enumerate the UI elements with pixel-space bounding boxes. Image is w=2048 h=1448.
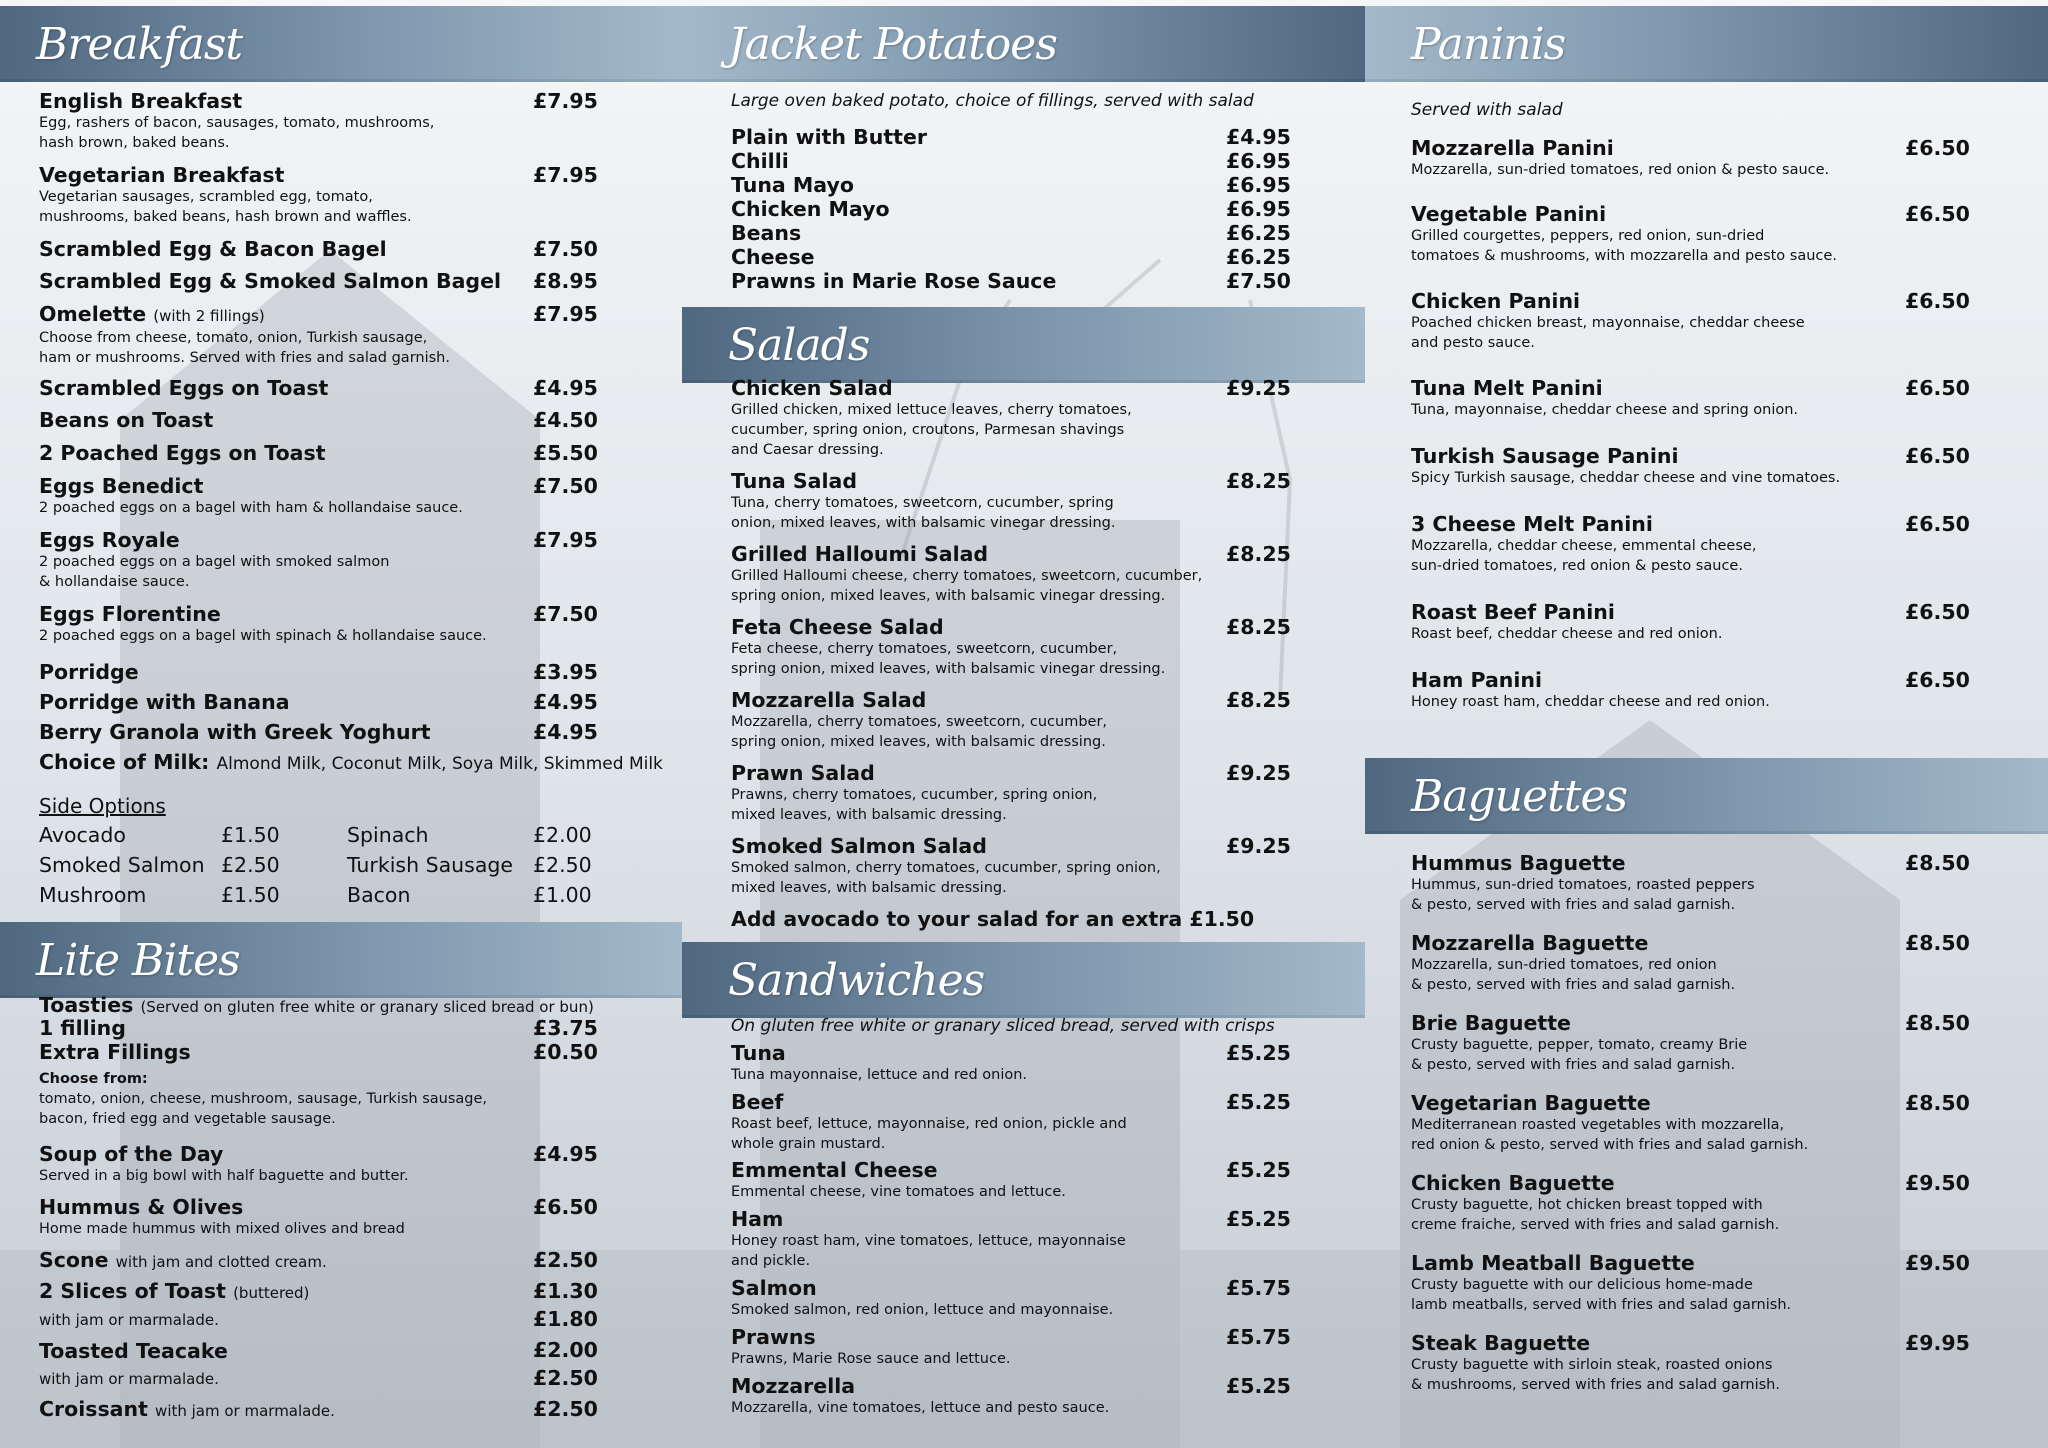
menu-item-name: Lamb Meatball Baguette bbox=[1411, 1251, 1695, 1275]
menu-item bbox=[731, 376, 1291, 460]
menu-item-description: and pesto sauce. bbox=[1411, 335, 1535, 351]
teacake-price: £2.00 bbox=[533, 1338, 598, 1362]
menu-item-description: Honey roast ham, vine tomatoes, lettuce, mayonnaise bbox=[731, 1233, 1126, 1249]
toasties-title: Toasties (Served on gluten free white or granary sliced bread or bun) bbox=[39, 993, 594, 1017]
menu-item-name: Tuna bbox=[731, 1041, 786, 1065]
menu-item-price: £9.50 bbox=[1905, 1171, 1970, 1195]
menu-item-name: Porridge bbox=[39, 660, 139, 684]
menu-item bbox=[39, 408, 598, 432]
menu-item-name: Vegetarian Breakfast bbox=[39, 163, 285, 187]
toast-line: 2 Slices of Toast (buttered) bbox=[39, 1279, 310, 1303]
side-option-price: £2.50 bbox=[533, 853, 592, 877]
menu-item-name: Hummus Baguette bbox=[1411, 851, 1626, 875]
menu-item-name: Mozzarella Baguette bbox=[1411, 931, 1649, 955]
column-left bbox=[0, 0, 682, 1448]
menu-item-price: £7.50 bbox=[533, 602, 598, 626]
menu-item-description: Spicy Turkish sausage, cheddar cheese and vine tomatoes. bbox=[1411, 470, 1841, 486]
menu-item-description: Crusty baguette with sirloin steak, roasted onions bbox=[1411, 1357, 1773, 1373]
menu-item bbox=[731, 469, 1291, 533]
menu-item bbox=[39, 660, 598, 684]
one-filling-price: £3.75 bbox=[533, 1016, 598, 1040]
menu-item-price: £7.95 bbox=[533, 302, 598, 326]
menu-item-price: £5.25 bbox=[1226, 1374, 1291, 1398]
menu-item-price: £6.50 bbox=[1905, 289, 1970, 313]
menu-item bbox=[731, 173, 1291, 197]
teacake-name: Toasted Teacake bbox=[39, 1339, 228, 1363]
menu-item-name: Ham Panini bbox=[1411, 668, 1543, 692]
menu-item bbox=[1411, 931, 1970, 995]
menu-item-name: Tuna Salad bbox=[731, 469, 858, 493]
menu-item-description: 2 poached eggs on a bagel with smoked salmon bbox=[39, 554, 390, 570]
menu-item-description: mushrooms, baked beans, hash brown and waffles. bbox=[39, 209, 412, 225]
teacake-jam-label: with jam or marmalade. bbox=[39, 1370, 219, 1388]
scone-line: Scone with jam and clotted cream. bbox=[39, 1248, 327, 1272]
menu-item-description: Roast beef, lettuce, mayonnaise, red onion, pickle and bbox=[731, 1116, 1127, 1132]
menu-item-name: Smoked Salmon Salad bbox=[731, 834, 987, 858]
menu-item-price: £4.95 bbox=[533, 720, 598, 744]
menu-item-price: £8.50 bbox=[1905, 1091, 1970, 1115]
croissant-line: Croissant with jam or marmalade. bbox=[39, 1397, 335, 1421]
menu-item-description: Mozzarella, cheddar cheese, emmental cheese, bbox=[1411, 538, 1757, 554]
menu-item-name: Turkish Sausage Panini bbox=[1411, 444, 1679, 468]
menu-item-name: Porridge with Banana bbox=[39, 690, 290, 714]
menu-item-description: spring onion, mixed leaves, with balsamic dressing. bbox=[731, 734, 1106, 750]
menu-item bbox=[731, 1090, 1291, 1154]
menu-item-price: £6.95 bbox=[1226, 149, 1291, 173]
salads-heading: Salads bbox=[728, 319, 870, 371]
menu-item-name: Beans bbox=[731, 221, 802, 245]
menu-item bbox=[39, 602, 598, 646]
menu-item-description: and Caesar dressing. bbox=[731, 442, 884, 458]
menu-item-price: £6.95 bbox=[1226, 173, 1291, 197]
teacake-jam-price: £2.50 bbox=[533, 1366, 598, 1390]
menu-item-description: Grilled Halloumi cheese, cherry tomatoes, sweetcorn, cucumber, bbox=[731, 568, 1203, 584]
menu-item-description: hash brown, baked beans. bbox=[39, 135, 230, 151]
menu-item bbox=[731, 269, 1291, 293]
menu-item-description: & pesto, served with fries and salad garnish. bbox=[1411, 897, 1736, 913]
menu-item-description: Tuna mayonnaise, lettuce and red onion. bbox=[731, 1067, 1028, 1083]
menu-item-price: £8.50 bbox=[1905, 1011, 1970, 1035]
menu-item-description: Crusty baguette, hot chicken breast topped with bbox=[1411, 1197, 1763, 1213]
choose-from-label: Choose from: bbox=[39, 1071, 148, 1087]
menu-item bbox=[39, 376, 598, 400]
menu-item bbox=[39, 89, 598, 153]
side-option-price: £2.50 bbox=[221, 853, 280, 877]
column-right bbox=[1365, 0, 2048, 1448]
side-option-name: Smoked Salmon bbox=[39, 853, 205, 877]
menu-item-description: & pesto, served with fries and salad garnish. bbox=[1411, 1057, 1736, 1073]
menu-item bbox=[1411, 668, 1970, 712]
menu-item-description: cucumber, spring onion, croutons, Parmesan shavings bbox=[731, 422, 1125, 438]
menu-item-name: Chicken Mayo bbox=[731, 197, 890, 221]
menu-item-name: Beans on Toast bbox=[39, 408, 214, 432]
menu-item bbox=[731, 834, 1291, 898]
toast-jam-label: with jam or marmalade. bbox=[39, 1311, 219, 1329]
menu-item-name: Tuna Mayo bbox=[731, 173, 854, 197]
scone-price: £2.50 bbox=[533, 1248, 598, 1272]
menu-item-name: 3 Cheese Melt Panini bbox=[1411, 512, 1653, 536]
menu-item-name: Salmon bbox=[731, 1276, 817, 1300]
menu-item-price: £9.95 bbox=[1905, 1331, 1970, 1355]
menu-item-description: Egg, rashers of bacon, sausages, tomato, mushrooms, bbox=[39, 115, 435, 131]
menu-item bbox=[39, 528, 598, 592]
menu-item-name: Omelette (with 2 fillings) bbox=[39, 302, 265, 326]
menu-item-description: Poached chicken breast, mayonnaise, cheddar cheese bbox=[1411, 315, 1805, 331]
menu-item bbox=[39, 441, 598, 465]
menu-item-price: £7.95 bbox=[533, 163, 598, 187]
side-option-price: £1.50 bbox=[221, 823, 280, 847]
menu-item-name: Brie Baguette bbox=[1411, 1011, 1571, 1035]
side-option-price: £2.00 bbox=[533, 823, 592, 847]
menu-item bbox=[731, 761, 1291, 825]
menu-item-name: Beef bbox=[731, 1090, 784, 1114]
section-header-breakfast bbox=[0, 6, 682, 82]
side-option-name: Spinach bbox=[347, 823, 429, 847]
menu-item bbox=[1411, 1011, 1970, 1075]
menu-item bbox=[731, 542, 1291, 606]
section-header-paninis bbox=[1365, 6, 2048, 82]
toast-jam-price: £1.80 bbox=[533, 1307, 598, 1331]
hummus-olives-desc: Home made hummus with mixed olives and bread bbox=[39, 1221, 405, 1237]
menu-item-price: £6.50 bbox=[1905, 136, 1970, 160]
menu-item-description: Tuna, mayonnaise, cheddar cheese and spring onion. bbox=[1411, 402, 1799, 418]
milk-choice: Choice of Milk: Almond Milk, Coconut Milk, Soya Milk, Skimmed Milk bbox=[39, 750, 663, 774]
menu-item-description: spring onion, mixed leaves, with balsamic vinegar dressing. bbox=[731, 661, 1166, 677]
menu-item-name: Roast Beef Panini bbox=[1411, 600, 1615, 624]
menu-item bbox=[1411, 1091, 1970, 1155]
menu-item-name: Vegetable Panini bbox=[1411, 202, 1607, 226]
extra-fillings-price: £0.50 bbox=[533, 1040, 598, 1064]
menu-item-price: £8.50 bbox=[1905, 851, 1970, 875]
menu-item-name: Emmental Cheese bbox=[731, 1158, 938, 1182]
menu-item-price: £5.75 bbox=[1226, 1325, 1291, 1349]
baguettes-heading: Baguettes bbox=[1411, 770, 1628, 822]
menu-item-description: Mozzarella, cherry tomatoes, sweetcorn, cucumber, bbox=[731, 714, 1108, 730]
menu-item-description: & pesto, served with fries and salad garnish. bbox=[1411, 977, 1736, 993]
menu-item-description: Hummus, sun-dried tomatoes, roasted peppers bbox=[1411, 877, 1755, 893]
croissant-price: £2.50 bbox=[533, 1397, 598, 1421]
jacket-potatoes-heading: Jacket Potatoes bbox=[728, 18, 1057, 70]
menu-item-name: Mozzarella bbox=[731, 1374, 856, 1398]
menu-item bbox=[1411, 289, 1970, 353]
side-option-name: Avocado bbox=[39, 823, 126, 847]
menu-item-price: £6.25 bbox=[1226, 221, 1291, 245]
side-option-price: £1.00 bbox=[533, 883, 592, 907]
jacket-note: Large oven baked potato, choice of fillings, served with salad bbox=[731, 91, 1254, 111]
menu-item bbox=[39, 690, 598, 714]
menu-item-price: £5.25 bbox=[1226, 1158, 1291, 1182]
menu-item bbox=[1411, 444, 1970, 488]
menu-item bbox=[731, 221, 1291, 245]
side-options-title: Side Options bbox=[39, 794, 166, 818]
menu-item-price: £9.25 bbox=[1226, 761, 1291, 785]
menu-item-description: Feta cheese, cherry tomatoes, sweetcorn, cucumber, bbox=[731, 641, 1118, 657]
menu-item-description: Crusty baguette with our delicious home-made bbox=[1411, 1277, 1753, 1293]
menu-item-name: Chicken Baguette bbox=[1411, 1171, 1615, 1195]
paninis-heading: Paninis bbox=[1411, 18, 1566, 70]
menu-item-price: £4.95 bbox=[533, 690, 598, 714]
menu-item bbox=[731, 688, 1291, 752]
menu-item bbox=[731, 1276, 1291, 1320]
menu-item-name: Feta Cheese Salad bbox=[731, 615, 944, 639]
menu-item-description: creme fraiche, served with fries and salad garnish. bbox=[1411, 1217, 1780, 1233]
hummus-olives-price: £6.50 bbox=[533, 1195, 598, 1219]
menu-item-price: £9.25 bbox=[1226, 834, 1291, 858]
menu-item-description: red onion & pesto, served with fries and salad garnish. bbox=[1411, 1137, 1809, 1153]
choose-from-desc-2: bacon, fried egg and vegetable sausage. bbox=[39, 1111, 336, 1127]
menu-item bbox=[39, 163, 598, 227]
side-option-name: Bacon bbox=[347, 883, 411, 907]
menu-item-name: Eggs Florentine bbox=[39, 602, 221, 626]
menu-item bbox=[1411, 1251, 1970, 1315]
menu-item-description: mixed leaves, with balsamic dressing. bbox=[731, 807, 1007, 823]
menu-item-name: Plain with Butter bbox=[731, 125, 927, 149]
menu-item-price: £5.50 bbox=[533, 441, 598, 465]
menu-item-price: £7.50 bbox=[1226, 269, 1291, 293]
menu-item bbox=[1411, 851, 1970, 915]
menu-item-price: £9.25 bbox=[1226, 376, 1291, 400]
section-header-salads bbox=[682, 307, 1365, 383]
menu-item-description: Prawns, Marie Rose sauce and lettuce. bbox=[731, 1351, 1011, 1367]
menu-item-description: Crusty baguette, pepper, tomato, creamy Brie bbox=[1411, 1037, 1748, 1053]
menu-item-description: 2 poached eggs on a bagel with spinach & hollandaise sauce. bbox=[39, 628, 487, 644]
extra-fillings-label: Extra Fillings bbox=[39, 1040, 191, 1064]
menu-item-price: £6.50 bbox=[1905, 202, 1970, 226]
menu-item-name: Vegetarian Baguette bbox=[1411, 1091, 1651, 1115]
section-header-jacket-potatoes bbox=[682, 6, 1365, 82]
menu-item-description: Grilled courgettes, peppers, red onion, sun-dried bbox=[1411, 228, 1765, 244]
menu-item-name: Cheese bbox=[731, 245, 815, 269]
menu-item bbox=[731, 197, 1291, 221]
menu-item-name: Eggs Royale bbox=[39, 528, 180, 552]
menu-item-description: Roast beef, cheddar cheese and red onion. bbox=[1411, 626, 1723, 642]
menu-item-description: lamb meatballs, served with fries and salad garnish. bbox=[1411, 1297, 1792, 1313]
menu-item-name: Eggs Benedict bbox=[39, 474, 204, 498]
menu-item bbox=[731, 1158, 1291, 1202]
menu-item bbox=[731, 125, 1291, 149]
breakfast-heading: Breakfast bbox=[36, 18, 243, 70]
menu-item-name: Ham bbox=[731, 1207, 784, 1231]
menu-item bbox=[731, 149, 1291, 173]
menu-item-name: Prawn Salad bbox=[731, 761, 875, 785]
menu-item-name: Chilli bbox=[731, 149, 789, 173]
menu-item-description: and pickle. bbox=[731, 1253, 811, 1269]
menu-item-price: £5.75 bbox=[1226, 1276, 1291, 1300]
section-header-baguettes bbox=[1365, 758, 2048, 834]
menu-item-description: tomatoes & mushrooms, with mozzarella and pesto sauce. bbox=[1411, 248, 1837, 264]
soup-desc: Served in a big bowl with half baguette and butter. bbox=[39, 1168, 409, 1184]
menu-item-description: ham or mushrooms. Served with fries and salad garnish. bbox=[39, 350, 450, 366]
menu-item-price: £6.50 bbox=[1905, 376, 1970, 400]
menu-item bbox=[1411, 1331, 1970, 1395]
side-option-name: Turkish Sausage bbox=[347, 853, 514, 877]
menu-item-name: Tuna Melt Panini bbox=[1411, 376, 1603, 400]
menu-item-name: Prawns bbox=[731, 1325, 816, 1349]
side-option-name: Mushroom bbox=[39, 883, 147, 907]
paninis-note: Served with salad bbox=[1411, 100, 1563, 120]
menu-item bbox=[731, 1207, 1291, 1271]
menu-item-name: Mozzarella Salad bbox=[731, 688, 927, 712]
menu-item bbox=[39, 474, 598, 518]
menu-item bbox=[1411, 1171, 1970, 1235]
menu-item-name: Berry Granola with Greek Yoghurt bbox=[39, 720, 431, 744]
menu-item-description: 2 poached eggs on a bagel with ham & hollandaise sauce. bbox=[39, 500, 463, 516]
menu-item-name: Scrambled Eggs on Toast bbox=[39, 376, 329, 400]
menu-item-name: English Breakfast bbox=[39, 89, 243, 113]
section-header-lite-bites bbox=[0, 922, 682, 998]
menu-item-price: £8.95 bbox=[533, 269, 598, 293]
menu-item-price: £5.25 bbox=[1226, 1041, 1291, 1065]
menu-item-description: Honey roast ham, cheddar cheese and red onion. bbox=[1411, 694, 1770, 710]
menu-item-price: £7.50 bbox=[533, 237, 598, 261]
menu-item-price: £4.95 bbox=[1226, 125, 1291, 149]
menu-item-description: Mediterranean roasted vegetables with mozzarella, bbox=[1411, 1117, 1785, 1133]
menu-item-description: & hollandaise sauce. bbox=[39, 574, 190, 590]
sandwiches-note: On gluten free white or granary sliced bread, served with crisps bbox=[731, 1016, 1275, 1036]
menu-item-description: whole grain mustard. bbox=[731, 1136, 886, 1152]
side-option-price: £1.50 bbox=[221, 883, 280, 907]
menu-item-price: £4.95 bbox=[533, 376, 598, 400]
menu-item-description: & mushrooms, served with fries and salad garnish. bbox=[1411, 1377, 1780, 1393]
menu-item bbox=[1411, 136, 1970, 180]
one-filling-label: 1 filling bbox=[39, 1016, 126, 1040]
menu-item bbox=[39, 237, 598, 261]
menu-item-price: £6.50 bbox=[1905, 600, 1970, 624]
menu-item-price: £6.50 bbox=[1905, 512, 1970, 536]
menu-item-description: spring onion, mixed leaves, with balsamic vinegar dressing. bbox=[731, 588, 1166, 604]
menu-item-price: £8.50 bbox=[1905, 931, 1970, 955]
hummus-olives-name: Hummus & Olives bbox=[39, 1195, 244, 1219]
menu-item-price: £5.25 bbox=[1226, 1090, 1291, 1114]
menu-item bbox=[731, 1374, 1291, 1418]
menu-item bbox=[39, 302, 598, 368]
lite-bites-heading: Lite Bites bbox=[36, 934, 240, 986]
menu-item-price: £4.50 bbox=[533, 408, 598, 432]
menu-item bbox=[1411, 512, 1970, 576]
menu-item-description: Grilled chicken, mixed lettuce leaves, cherry tomatoes, bbox=[731, 402, 1132, 418]
menu-item-description: Emmental cheese, vine tomatoes and lettuce. bbox=[731, 1184, 1066, 1200]
menu-item-description: Mozzarella, sun-dried tomatoes, red onion & pesto sauce. bbox=[1411, 162, 1830, 178]
menu-item-name: Scrambled Egg & Smoked Salmon Bagel bbox=[39, 269, 502, 293]
menu-item-name: Mozzarella Panini bbox=[1411, 136, 1614, 160]
menu-item-price: £7.50 bbox=[533, 474, 598, 498]
menu-item-description: Choose from cheese, tomato, onion, Turkish sausage, bbox=[39, 330, 428, 346]
menu-item-price: £7.95 bbox=[533, 528, 598, 552]
menu-item-price: £6.25 bbox=[1226, 245, 1291, 269]
menu-item-description: mixed leaves, with balsamic dressing. bbox=[731, 880, 1007, 896]
sandwiches-heading: Sandwiches bbox=[728, 954, 985, 1006]
menu-item-description: Mozzarella, sun-dried tomatoes, red onion bbox=[1411, 957, 1717, 973]
menu-item bbox=[731, 1041, 1291, 1085]
menu-item bbox=[1411, 202, 1970, 266]
menu-item-description: Smoked salmon, cherry tomatoes, cucumber, spring onion, bbox=[731, 860, 1161, 876]
menu-item-description: Prawns, cherry tomatoes, cucumber, spring onion, bbox=[731, 787, 1098, 803]
menu-item-description: Vegetarian sausages, scrambled egg, tomato, bbox=[39, 189, 373, 205]
menu-item-price: £6.95 bbox=[1226, 197, 1291, 221]
soup-price: £4.95 bbox=[533, 1142, 598, 1166]
section-header-sandwiches bbox=[682, 942, 1365, 1018]
menu-item-price: £7.95 bbox=[533, 89, 598, 113]
menu-item-description: sun-dried tomatoes, red onion & pesto sauce. bbox=[1411, 558, 1743, 574]
soup-name: Soup of the Day bbox=[39, 1142, 224, 1166]
menu-item-name: Chicken Panini bbox=[1411, 289, 1581, 313]
menu-item-name: Prawns in Marie Rose Sauce bbox=[731, 269, 1057, 293]
menu-item bbox=[731, 615, 1291, 679]
menu-item bbox=[1411, 600, 1970, 644]
menu-item-name: Steak Baguette bbox=[1411, 1331, 1591, 1355]
menu-item-description: Smoked salmon, red onion, lettuce and mayonnaise. bbox=[731, 1302, 1114, 1318]
menu-item-name: Scrambled Egg & Bacon Bagel bbox=[39, 237, 387, 261]
menu-item-description: onion, mixed leaves, with balsamic vinegar dressing. bbox=[731, 515, 1116, 531]
menu-item-price: £3.95 bbox=[533, 660, 598, 684]
menu-item-price: £8.25 bbox=[1226, 688, 1291, 712]
menu-item-description: Mozzarella, vine tomatoes, lettuce and pesto sauce. bbox=[731, 1400, 1110, 1416]
menu-item-price: £6.50 bbox=[1905, 444, 1970, 468]
menu-item-price: £6.50 bbox=[1905, 668, 1970, 692]
menu-item-sub: (with 2 fillings) bbox=[153, 307, 265, 325]
menu-item-name: Chicken Salad bbox=[731, 376, 893, 400]
column-middle bbox=[682, 0, 1365, 1448]
menu-item-price: £8.25 bbox=[1226, 469, 1291, 493]
menu-item bbox=[39, 269, 598, 293]
menu-item bbox=[731, 245, 1291, 269]
menu-item-price: £8.25 bbox=[1226, 615, 1291, 639]
menu-item bbox=[39, 720, 598, 744]
menu-item-name: Grilled Halloumi Salad bbox=[731, 542, 989, 566]
menu-item-name: 2 Poached Eggs on Toast bbox=[39, 441, 326, 465]
choose-from-desc-1: tomato, onion, cheese, mushroom, sausage, Turkish sausage, bbox=[39, 1091, 487, 1107]
menu-item-price: £9.50 bbox=[1905, 1251, 1970, 1275]
toast-price: £1.30 bbox=[533, 1279, 598, 1303]
menu-item bbox=[1411, 376, 1970, 420]
menu-item-price: £5.25 bbox=[1226, 1207, 1291, 1231]
menu-item-price: £8.25 bbox=[1226, 542, 1291, 566]
menu-item-description: Tuna, cherry tomatoes, sweetcorn, cucumber, spring bbox=[731, 495, 1114, 511]
menu-item bbox=[731, 1325, 1291, 1369]
avocado-extra-note: Add avocado to your salad for an extra £1.50 bbox=[731, 907, 1255, 931]
